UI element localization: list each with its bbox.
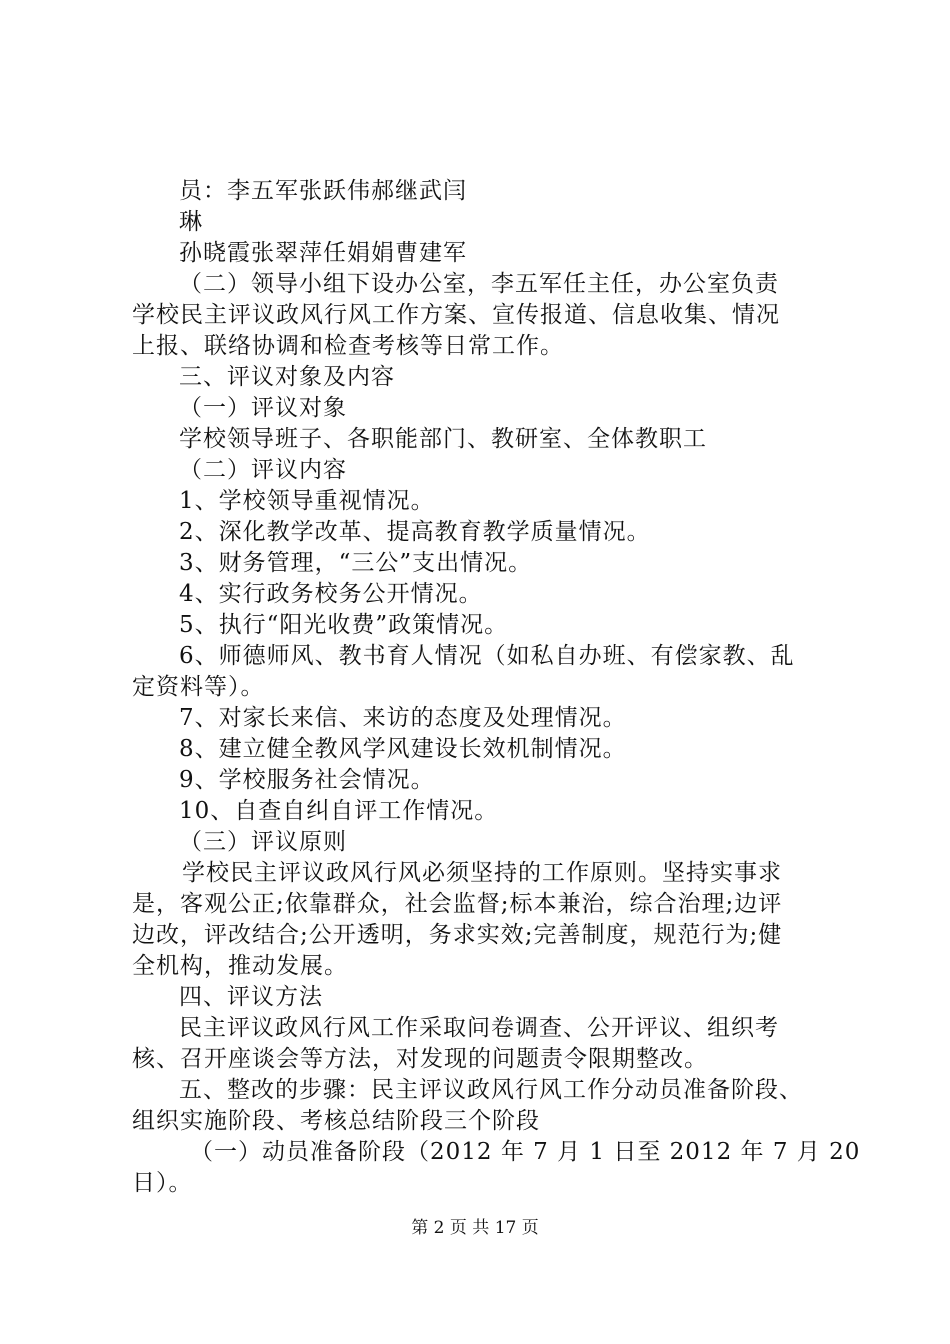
text-line: 核、召开座谈会等方法，对发现的问题责令限期整改。 [132,1046,708,1072]
list-item: 8、建立健全教风学风建设长效机制情况。 [179,736,627,762]
list-item: 7、对家长来信、来访的态度及处理情况。 [179,705,627,731]
page-number-footer: 第 2 页 共 17 页 [411,1218,539,1238]
text-line: 上报、联络协调和检查考核等日常工作。 [132,333,564,359]
text-line: 日）。 [132,1170,193,1196]
section-heading: 四、评议方法 [179,984,323,1010]
list-item: 3、财务管理，“三公”支出情况。 [179,550,533,576]
list-item: 6、师德师风、教书育人情况（如私自办班、有偿家教、乱 [179,643,795,669]
text-line: 民主评议政风行风工作采取问卷调查、公开评议、组织考 [179,1015,779,1041]
text-line: 学校领导班子、各职能部门、教研室、全体教职工 [179,426,707,452]
list-item: 1、学校领导重视情况。 [179,488,435,514]
text-line: 全机构，推动发展。 [132,953,348,979]
list-item: 10、自查自纠自评工作情况。 [179,798,499,824]
section-heading: 三、评议对象及内容 [179,364,395,390]
subsection-heading: （二）评议内容 [179,457,347,483]
text-line: （二）领导小组下设办公室，李五军任主任，办公室负责 [179,271,779,297]
text-line: 学校民主评议政风行风工作方案、宣传报道、信息收集、情况 [132,302,780,328]
list-item: 2、深化教学改革、提高教育教学质量情况。 [179,519,651,545]
list-item: 9、学校服务社会情况。 [179,767,435,793]
section-heading: 五、整改的步骤：民主评议政风行风工作分动员准备阶段、 [179,1077,803,1103]
subsection-heading: （三）评议原则 [179,829,347,855]
text-line: 琳 [179,209,203,235]
text-line: 员：李五军张跃伟郝继武闫 [179,178,467,204]
text-line: 定资料等）。 [132,674,265,700]
list-item: 5、执行“阳光收费”政策情况。 [179,612,509,638]
text-line: 孙晓霞张翠萍任娟娟曹建军 [179,240,467,266]
text-line: 组织实施阶段、考核总结阶段三个阶段 [132,1108,540,1134]
text-line: 是，客观公正;依靠群众，社会监督;标本兼治，综合治理;边评 [132,891,783,917]
list-item: 4、实行政务校务公开情况。 [179,581,483,607]
subsection-heading: （一）评议对象 [179,395,347,421]
subsection-heading: （一）动员准备阶段（2012 年 7 月 1 日至 2012 年 7 月 20 [190,1139,861,1165]
text-line: 学校民主评议政风行风必须坚持的工作原则。坚持实事求 [182,860,782,886]
text-line: 边改，评改结合;公开透明，务求实效;完善制度，规范行为;健 [132,922,783,948]
document-body [132,176,861,1199]
